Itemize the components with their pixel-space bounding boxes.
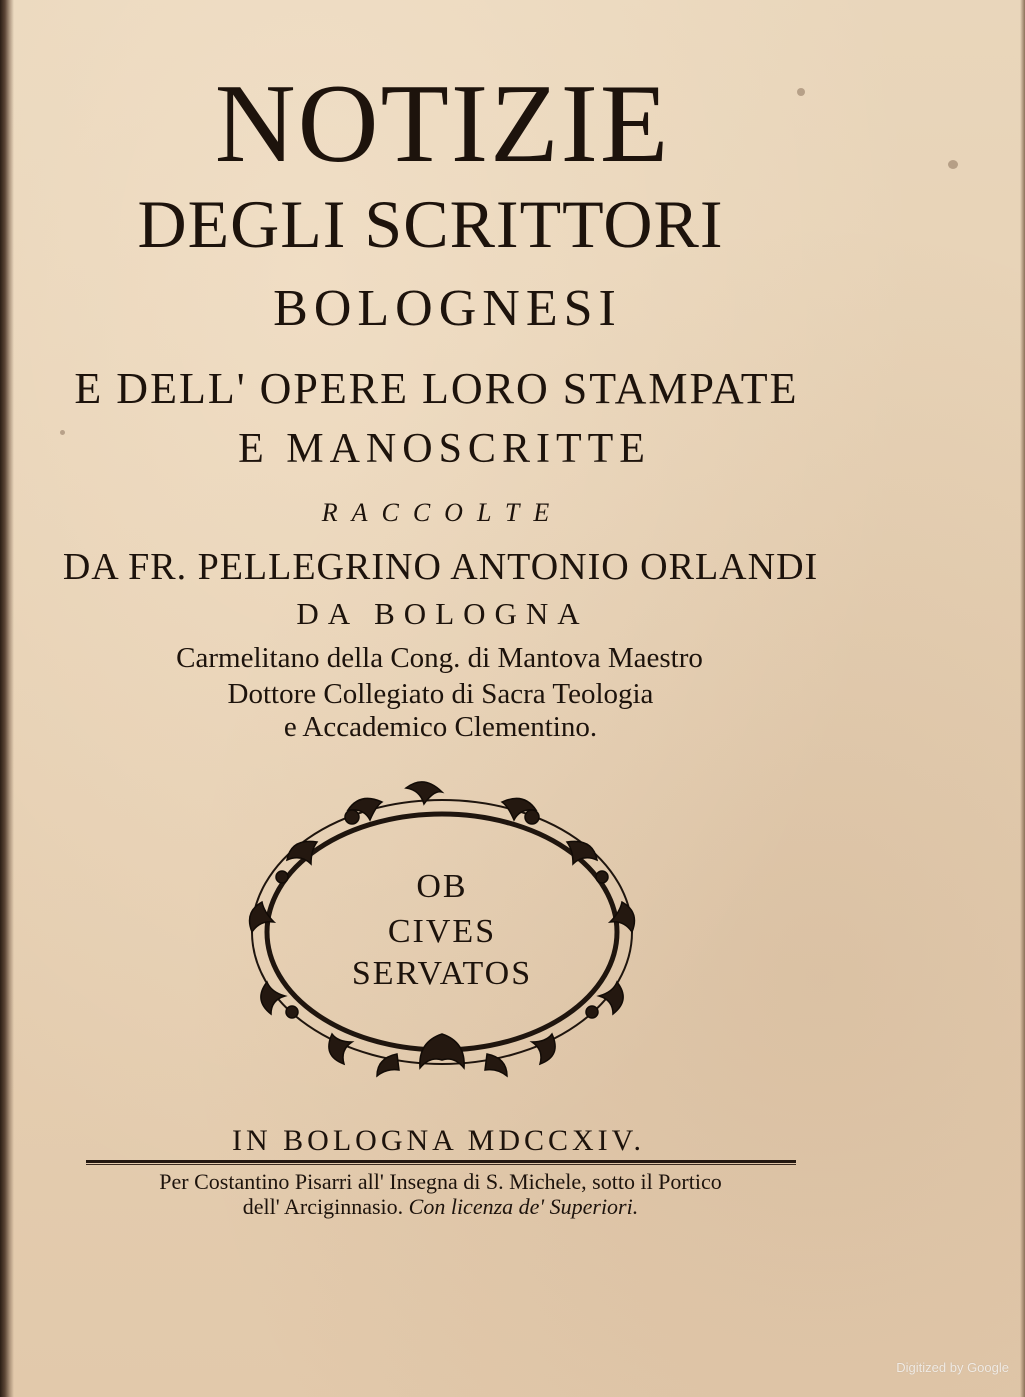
imprint-rule-thin: [86, 1164, 796, 1165]
publisher-line-2: [0, 1196, 953, 1218]
publisher-location: dell' Arciginnasio.: [242, 1194, 404, 1219]
collected-label: RACCOLTE: [321, 498, 564, 527]
credential-line: Carmelitano della Cong. di Mantova Maestro: [176, 642, 703, 674]
motto-line: OB: [416, 868, 468, 905]
imprint-rule: [86, 1160, 796, 1163]
license-note: Con licenza de' Superiori.: [408, 1194, 639, 1219]
place-and-year: IN BOLOGNA MDCCXIV.: [232, 1124, 645, 1157]
title: NOTIZIE: [214, 62, 671, 186]
title-line-4: E DELL' OPERE LORO STAMPATE: [74, 364, 799, 413]
publisher-line: Per Costantino Pisarri all' Insegna di S. Michele, sotto il Portico: [159, 1169, 722, 1194]
digitized-watermark: Digitized by Google: [896, 1360, 1009, 1375]
motto-line: SERVATOS: [351, 955, 533, 992]
oak-wreath-emblem: [222, 772, 662, 1082]
credential-line: Dottore Collegiato di Sacra Teologia: [227, 678, 654, 710]
credential-line: e Accademico Clementino.: [283, 711, 598, 743]
title-line-3: BOLOGNESI: [273, 280, 622, 337]
author-name: DA FR. PELLEGRINO ANTONIO ORLANDI: [62, 546, 819, 588]
author-origin: DA BOLOGNA: [296, 596, 589, 631]
page-edge: [1020, 0, 1025, 1397]
title-line-2: DEGLI SCRITTORI: [137, 186, 724, 262]
motto-line: CIVES: [387, 913, 497, 950]
title-line-5: E MANOSCRITTE: [238, 426, 651, 472]
